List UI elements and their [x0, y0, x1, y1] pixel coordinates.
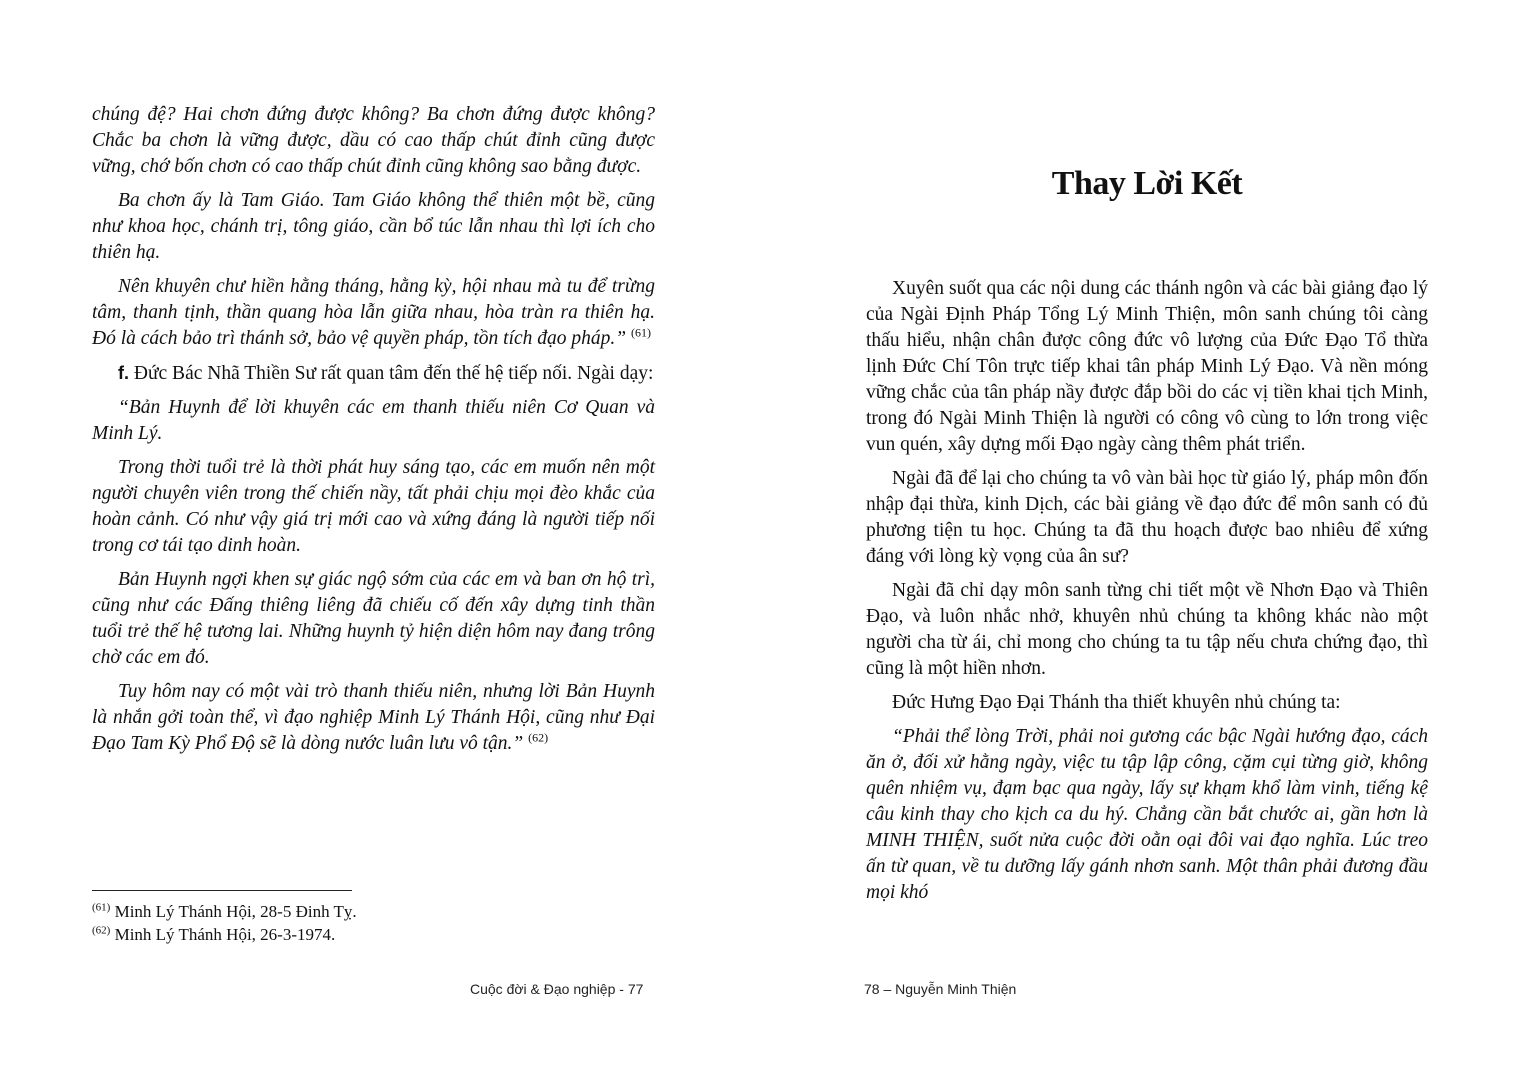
section-label: f.: [118, 363, 129, 383]
page-footer: 78 – Nguyễn Minh Thiện: [864, 981, 1017, 997]
paragraph: Nên khuyên chư hiền hằng tháng, hằng kỳ, hội nhau mà tu để trừng tâm, thanh tịnh, thần quang hòa lẫn giữa nhau, hòa tràn ra thiên hạ. Đó là cách bảo trì thánh sở, bảo vệ quyền pháp, tồn tích đạo pháp.” $^{(61)}$: [92, 276, 655, 349]
paragraph: Ngài đã để lại cho chúng ta vô vàn bài học từ giáo lý, pháp môn đốn nhập đại thừa, kinh Dịch, các bài giảng về đạo đức để môn sanh có đủ phương tiện tu học. Chúng ta đã thu hoạch được bao nhiêu để xứng đáng với lòng kỳ vọng của ân sư?: [866, 468, 1428, 567]
footnote-ref: (62): [528, 730, 549, 745]
paragraph: Đức Hưng Đạo Đại Thánh tha thiết khuyên nhủ chúng ta:: [892, 692, 1341, 713]
paragraph: f. Đức Bác Nhã Thiền Sư rất quan tâm đến thế hệ tiếp nối. Ngài dạy:: [118, 363, 654, 384]
right-body-text: [866, 276, 1428, 914]
chapter-title: Thay Lời Kết: [1051, 165, 1243, 202]
paragraph: Ngài đã chỉ dạy môn sanh từng chi tiết một về Nhơn Đạo và Thiên Đạo, và luôn nhắc nhở, khuyên nhủ chúng ta không khác nào một người cha từ ái, chỉ mong cho chúng ta tu tập nếu chưa chứng đạo, thì cũng là một hiền nhơn.: [866, 580, 1428, 679]
quote-paragraph: “Phải thể lòng Trời, phải noi gương các bậc Ngài hướng đạo, cách ăn ở, đối xử hằng ngày, việc tu tập lập công, cặm cụi từng giờ, không quên nhiệm vụ, đạm bạc qua ngày, lấy sự khạm khổ làm vinh, tiếng kệ câu kinh thay cho kịch ca du hý. Chẳng cần bắt chước ai, gần hơn là MINH THIỆN, suốt nửa cuộc đời oằn oại đôi vai đạo nghĩa. Lúc treo ấn từ quan, về tu dưỡng lấy gánh nhơn sanh. Một thân phải đương đầu mọi khó: [866, 726, 1428, 903]
paragraph: Tuy hôm nay có một vài trò thanh thiếu niên, nhưng lời Bản Huynh là nhắn gởi toàn thể, vì đạo nghiệp Minh Lý Thánh Hội, cũng như Đại Đạo Tam Kỳ Phổ Độ sẽ là dòng nước luân lưu vô tận.” $^{(62)}$: [92, 681, 655, 754]
paragraph: chúng đệ? Hai chơn đứng được không? Ba chơn đứng được không? Chắc ba chơn là vững được, dầu có cao thấp chút đỉnh cũng được vững, chớ bốn chơn có cao thấp chút đỉnh cũng không sao bằng được.: [92, 104, 655, 177]
footnote: $^{(61)}$ Minh Lý Thánh Hội, 28-5 Đinh Tỵ.: [92, 901, 357, 921]
footnotes: [92, 900, 655, 946]
left-page: [0, 0, 760, 1075]
footnote: $^{(62)}$ Minh Lý Thánh Hội, 26-3-1974.: [92, 924, 336, 944]
paragraph: Ba chơn ấy là Tam Giáo. Tam Giáo không thể thiên một bề, cũng như khoa học, chánh trị, tông giáo, cần bổ túc lẫn nhau thì lợi ích cho thiên hạ.: [92, 190, 655, 263]
paragraph: “Bản Huynh để lời khuyên các em thanh thiếu niên Cơ Quan và Minh Lý.: [92, 397, 655, 444]
left-body-text: [92, 102, 655, 765]
paragraph: Bản Huynh ngợi khen sự giác ngộ sớm của các em và ban ơn hộ trì, cũng như các Đấng thiêng liêng đã chiếu cố đến xây dựng tinh thần tuổi trẻ thế hệ tương lai. Những huynh tỷ hiện diện hôm nay đang trông chờ các em đó.: [92, 569, 655, 668]
right-page: [760, 0, 1521, 1075]
paragraph: Trong thời tuổi trẻ là thời phát huy sáng tạo, các em muốn nên một người chuyên viên trong thế chiến nầy, tất phải chịu mọi đèo khắc của hoàn cảnh. Có như vậy giá trị mới cao và xứng đáng là người tiếp nối trong cơ tái tạo dinh hoàn.: [92, 457, 655, 556]
footnote-ref: (61): [631, 325, 652, 340]
footnote-divider: [92, 890, 352, 891]
page-footer: Cuộc đời & Đạo nghiệp - 77: [470, 981, 644, 997]
paragraph: Xuyên suốt qua các nội dung các thánh ngôn và các bài giảng đạo lý của Ngài Định Pháp Tổng Lý Minh Thiện, môn sanh chúng tôi càng thấu hiểu, nhận chân được công đức vô lượng của Đức Đạo Tổ thừa lịnh Đức Chí Tôn trực tiếp khai tân pháp Minh Lý Đạo. Và nền móng vững chắc của tân pháp nầy được đắp bồi do các vị tiền khai tịch Minh, trong đó Ngài Minh Thiện là người có công vô cùng to lớn trong việc vun quén, xây dựng mối Đạo ngày càng thêm phát triển.: [866, 278, 1428, 455]
